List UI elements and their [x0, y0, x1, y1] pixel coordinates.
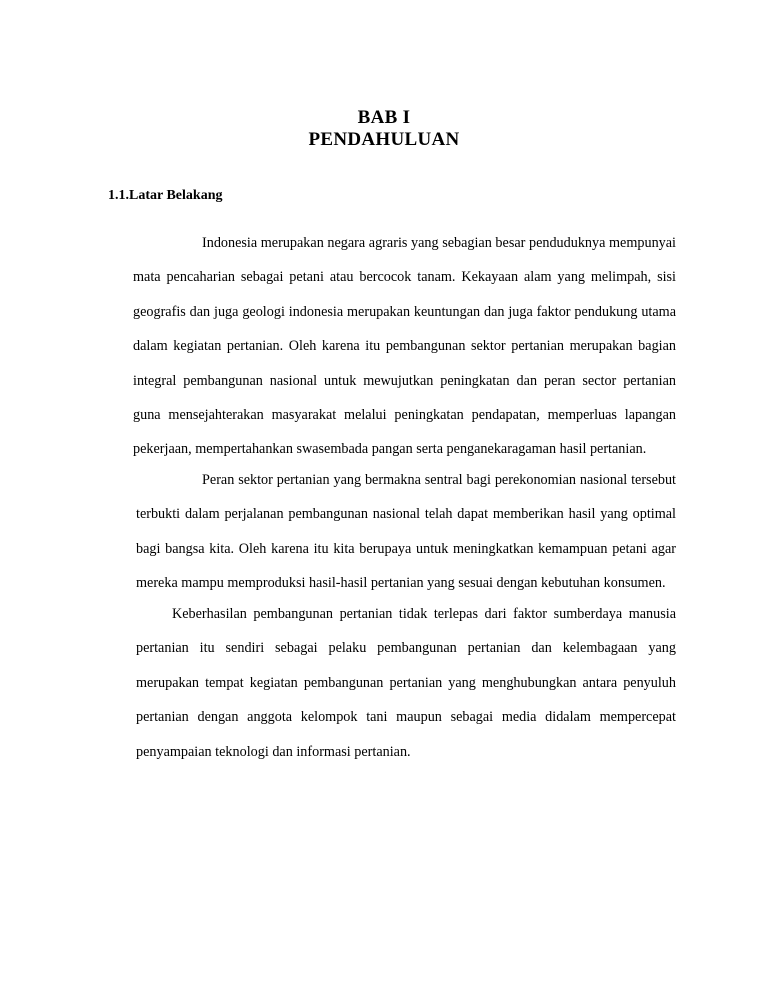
paragraph-3: Keberhasilan pembangunan pertanian tidak terlepas dari faktor sumberdaya manusia pertanian itu sendiri sebagai pelaku pembangunan pertanian dan kelembagaan yang merupakan tempat kegiatan pembangunan pertanian yang menghubungkan antara penyuluh pertanian dengan anggota kelompok tani maupun sebagai media didalam mempercepat penyampaian teknologi dan informasi pertanian. [136, 606, 676, 760]
paragraph-1: Indonesia merupakan negara agraris yang sebagian besar penduduknya mempunyai mata pencaharian sebagai petani atau bercocok tanam. Kekayaan alam yang melimpah, sisi geografis dan juga geologi indonesia merupakan keuntungan dan juga faktor pendukung utama dalam kegiatan pertanian. Oleh karena itu pembangunan sektor pertanian merupakan bagian integral pembangunan nasional untuk mewujutkan peningkatan dan peran sector pertanian guna mensejahterakan masyarakat melalui peningkatan pendapatan, memperluas lapangan pekerjaan, mempertahankan swasembada pangan serta penganekaragaman hasil pertanian. [133, 235, 676, 458]
paragraph-2: Peran sektor pertanian yang bermakna sentral bagi perekonomian nasional tersebut terbukti dalam perjalanan pembangunan nasional telah dapat memberikan hasil yang optimal bagi bangsa kita. Oleh karena itu kita berupaya untuk meningkatkan kemampuan petani agar mereka mampu memproduksi hasil-hasil pertanian yang sesuai dengan kebutuhan konsumen. [136, 472, 676, 592]
section-heading: 1.1.Latar Belakang [108, 188, 223, 203]
chapter-title: PENDAHULUAN [308, 129, 460, 150]
chapter-number: BAB I [357, 107, 411, 128]
